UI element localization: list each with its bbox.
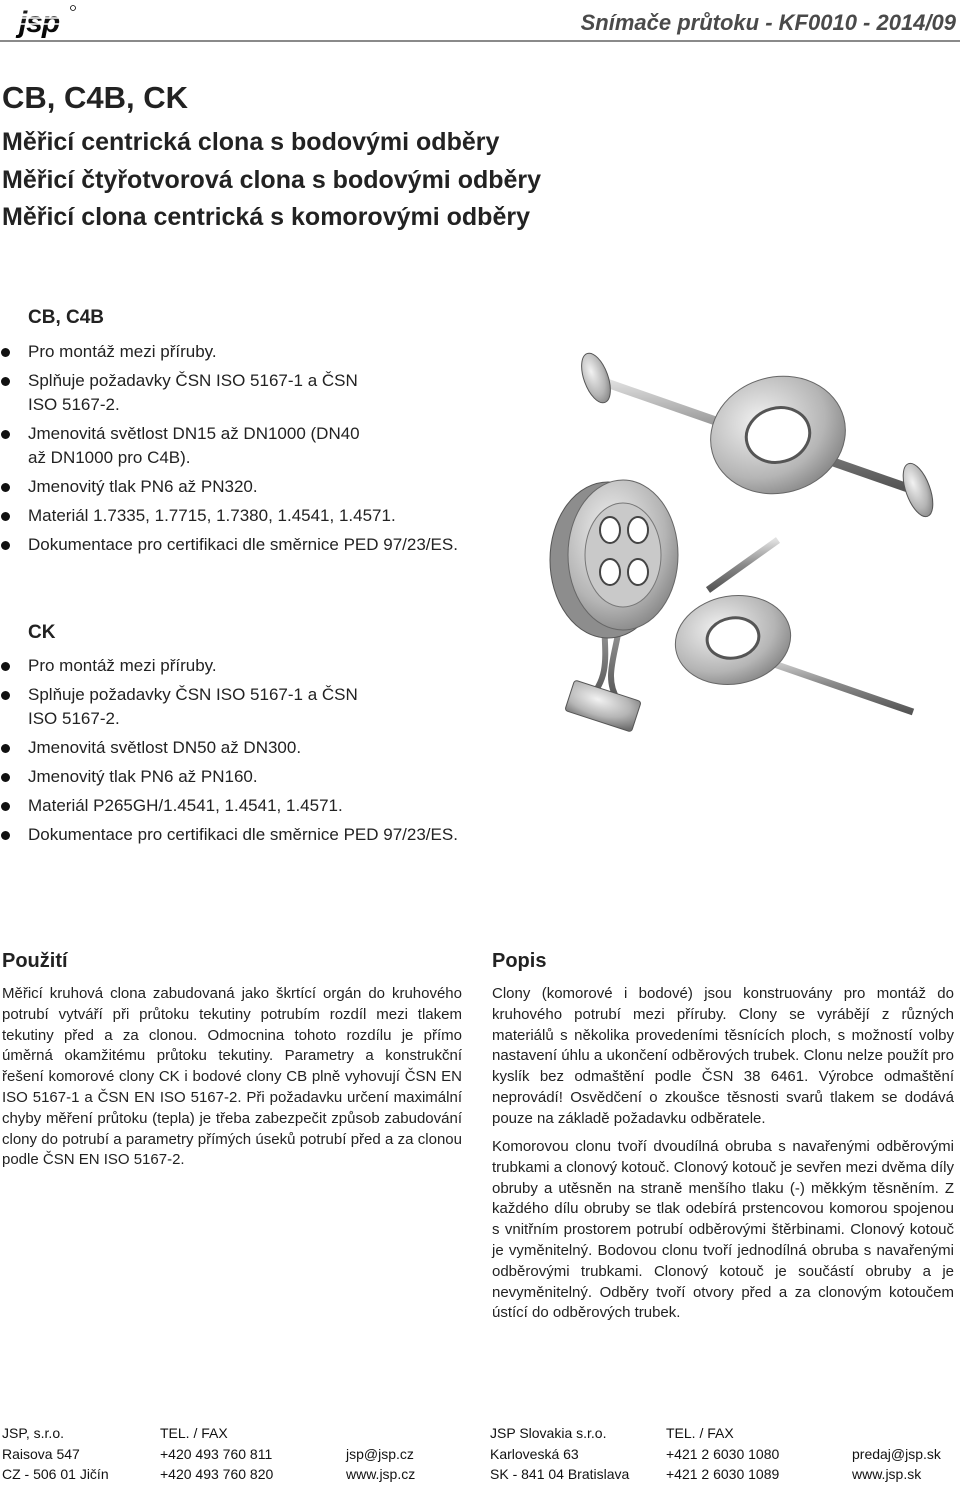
list-item: Jmenovitá světlost DN15 až DN1000 (DN40 až DN1000 pro C4B). [28,422,378,470]
product-subtitle: Měřicí centrická clona s bodovými odběry [2,128,500,156]
email-link[interactable]: predaj@jsp.sk [852,1445,941,1462]
ck-feature-list [28,654,548,852]
fax-number: +421 2 6030 1089 [666,1466,780,1482]
list-item: Jmenovitá světlost DN50 až DN300. [28,736,548,760]
description-heading: Popis [492,950,547,972]
company-city: SK - 841 04 Bratislava [490,1466,630,1482]
website-link[interactable]: www.jsp.sk [852,1466,922,1482]
phone-label: TEL. / FAX [160,1425,228,1441]
list-item: Materiál 1.7335, 1.7715, 1.7380, 1.4541, 1.4571. [28,504,488,528]
footer-cz-company [2,1423,109,1485]
company-city: CZ - 506 01 Jičín [2,1466,109,1482]
company-street: Raisova 547 [2,1445,80,1462]
footer-sk-phone [666,1423,779,1485]
list-item: Dokumentace pro certifikaci dle směrnice PED 97/23/ES. [28,533,468,557]
email-link[interactable]: jsp@jsp.cz [346,1445,414,1462]
phone-number: +420 493 760 811 [160,1445,273,1462]
description-paragraph: Clony (komorové i bodové) jsou konstruovány pro montáž do kruhového potrubí mezi příruby. Clony se vyrábějí z různých materiálů s několika provedeními těsnících ploch, s možností volby nastavení úhlu a ukončení odběrových trubek. Clonu nelze použít pro kyslík bez odmaštění podle ČSN 38 6461. Výrobce odmaštění neprovádí! Osvědčení o zkoušce těsnosti svarů tlakem se dodává pouze na základě požadavku odběratele. [492,985,954,1127]
footer-sk-web [852,1444,941,1485]
cb-feature-list [28,340,488,562]
svg-text:jsp: jsp [18,6,60,38]
list-item: Materiál P265GH/1.4541, 1.4541, 1.4571. [28,794,548,818]
company-street: Karloveská 63 [490,1445,579,1462]
usage-heading: Použití [2,950,68,972]
list-item: Splňuje požadavky ČSN ISO 5167-1 a ČSN ISO 5167-2. [28,369,358,417]
cb-section-heading: CB, C4B [28,307,105,328]
footer-cz-web [346,1444,415,1485]
phone-number: +421 2 6030 1080 [666,1445,780,1462]
product-photo [528,340,958,760]
ck-section-heading: CK [28,622,56,643]
phone-label: TEL. / FAX [666,1425,734,1441]
usage-text: Měřicí kruhová clona zabudovaná jako škrtící orgán do kruhového potrubí vytváří při průtoku tekutiny potrubím rozdíl mezi tlakem tekutiny před a za clonou. Odmocnina tohoto rozdílu je přímo úměrná okamžitému průtoku tekutiny. Parametry a konstrukční řešení komorové clony CK i bodové clony CB plně vyhovují ČSN EN ISO 5167-1 a ČSN EN ISO 5167-2. Při požadavku určení maximální chyby měření průtoku (tepla) je třeba zabezpečit způsob zabudování clony do potrubí a parametry přímých úseků potrubí před a za clonou podle ČSN EN ISO 5167-2. [2,985,462,1169]
footer-sk-company [490,1423,629,1485]
product-codes: CB, C4B, CK [2,80,189,115]
list-item: Jmenovitý tlak PN6 až PN320. [28,475,488,499]
c4b-orifice-plate-image [550,480,678,732]
product-subtitle: Měřicí clona centrická s komorovými odběry [2,203,530,231]
ck-orifice-plate-image [668,540,913,712]
list-item: Pro montáž mezi příruby. [28,340,488,364]
footer-cz-phone [160,1423,273,1485]
fax-number: +420 493 760 820 [160,1466,274,1482]
company-name: JSP Slovakia s.r.o. [490,1425,607,1441]
jsp-logo [2,4,76,38]
document-title: Snímače průtoku - KF0010 - 2014/09 [580,10,956,35]
list-item: Splňuje požadavky ČSN ISO 5167-1 a ČSN ISO 5167-2. [28,683,358,731]
company-name: JSP, s.r.o. [2,1425,64,1441]
website-link[interactable]: www.jsp.cz [346,1466,416,1482]
description-paragraph: Komorovou clonu tvoří dvoudílná obruba s navařenými odběrovými trubkami a clonový kotouč. Clonový kotouč je sevřen mezi dvěma díly obruby a utěsněn na straně menšího tlaku (-) měkkým těsněním. Z každého dílu obruby se tlak odebírá prstencovou komorou spojenou s vnitřním prostorem potrubí odběrovými štěrbinami. Clonový kotouč je vyměnitelný. Bodovou clonu tvoří jednodílná obruba s navařenými odběrovými trubkami. Clonový kotouč je součástí obruby a je nevyměnitelný. Odběry tvoří otvory před a za clonovým kotoučem ústící do odběrových trubek. [492,1138,954,1322]
header-divider [0,40,960,42]
list-item: Dokumentace pro certifikaci dle směrnice PED 97/23/ES. [28,823,548,847]
product-subtitle: Měřicí čtyřotvorová clona s bodovými odběry [2,166,542,194]
list-item: Pro montáž mezi příruby. [28,654,548,678]
list-item: Jmenovitý tlak PN6 až PN160. [28,765,548,789]
